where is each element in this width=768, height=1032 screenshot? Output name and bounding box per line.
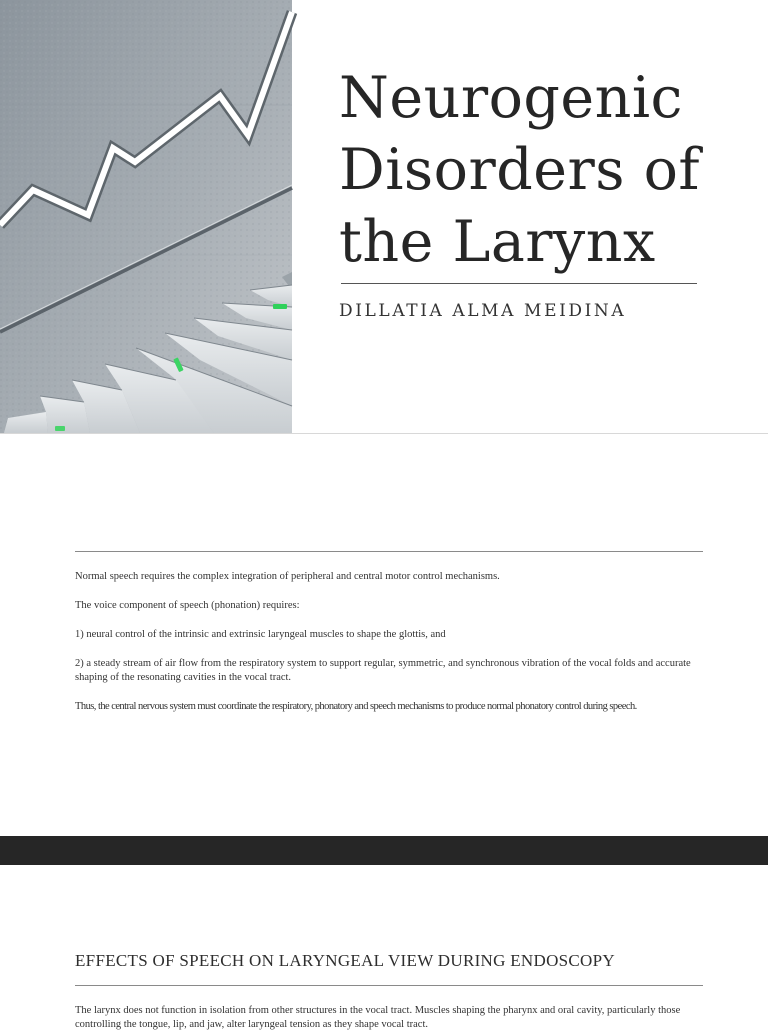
content-slide: [0, 865, 768, 1030]
slide-footer-band: [0, 836, 768, 865]
title-line: Neurogenic: [339, 65, 683, 131]
content-slide: [0, 434, 768, 836]
slide-heading: EFFECTS OF SPEECH ON LARYNGEAL VIEW DURING ENDOSCOPY: [75, 951, 615, 970]
body-paragraph: The larynx does not function in isolation from other structures in the vocal tract. Muscles shaping the pharynx and oral cavity, particularly those controlling the tongue, lip, and jaw, alter laryngeal tension as they shape vocal tract.: [75, 1005, 681, 1030]
rising-graph-staircase-illustration: [0, 0, 292, 433]
title-divider: [341, 283, 697, 284]
content-divider: [75, 551, 703, 552]
title-line: Disorders of: [339, 137, 700, 203]
body-paragraph: 2) a steady stream of air flow from the respiratory system to support regular, symmetric, and synchronous vibration of the vocal folds and accurate shaping of the resonating cavities in the vocal tract.: [75, 658, 691, 683]
slide-body: [75, 570, 705, 729]
body-paragraph: The voice component of speech (phonation) requires:: [75, 600, 300, 611]
heading-divider: [75, 985, 703, 986]
title-slide: [0, 0, 768, 433]
body-paragraph: 1) neural control of the intrinsic and extrinsic laryngeal muscles to shape the glottis, and: [75, 629, 446, 640]
body-paragraph: Thus, the central nervous system must coordinate the respiratory, phonatory and speech mechanisms to produce normal phonatory control during speech.: [75, 701, 637, 712]
cover-photo: [0, 0, 292, 433]
presentation-title: [339, 62, 759, 278]
author-name: DILLATIA ALMA MEIDINA: [339, 301, 627, 321]
title-line: the Larynx: [339, 209, 656, 275]
body-paragraph: Normal speech requires the complex integration of peripheral and central motor control mechanisms.: [75, 571, 500, 582]
